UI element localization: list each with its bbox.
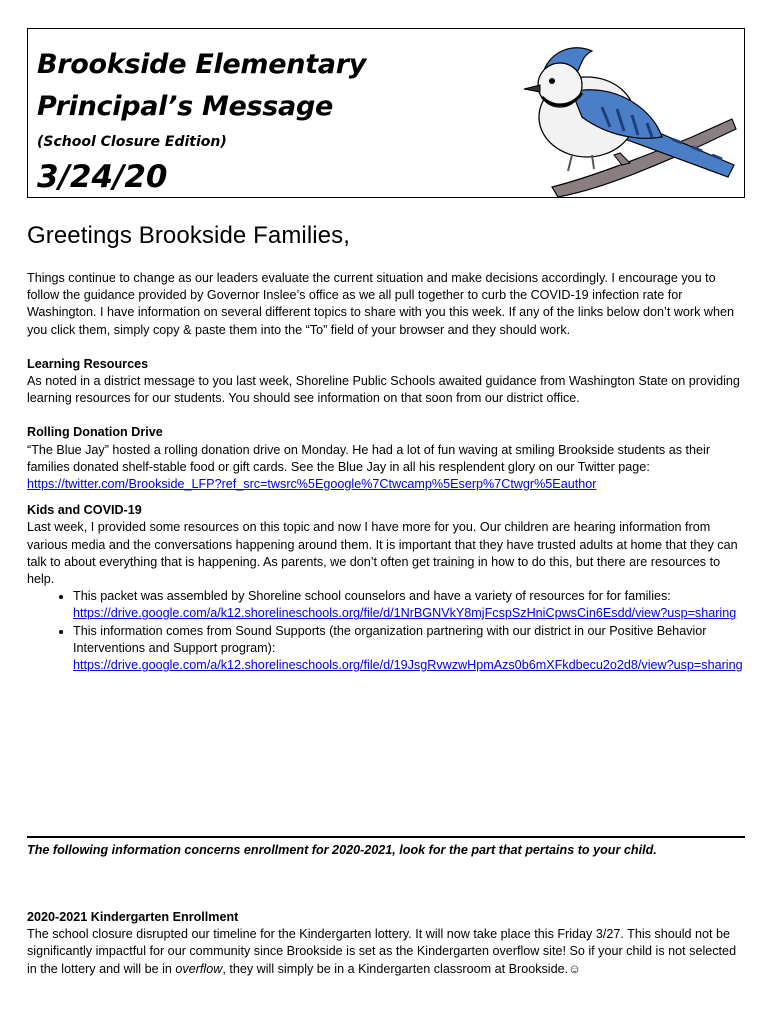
kindergarten-heading: 2020-2021 Kindergarten Enrollment <box>27 910 239 924</box>
donation-drive-heading: Rolling Donation Drive <box>27 425 163 440</box>
kids-covid-body: Last week, I provided some resources on this topic and now I have more for you. Our children are hearing information from various media and the conversations happening around them. It is important that they have trusted adults at home that they can talk to about everything that is happening. As parents, we don’t often get training in how to do this, but there are resources to help. <box>27 520 738 587</box>
blue-jay-illustration <box>502 37 742 197</box>
date: 3/24/20 <box>37 159 168 195</box>
jay-eye <box>549 78 555 84</box>
title-line-2: Principal’s Message <box>37 91 334 122</box>
list-item <box>73 623 743 675</box>
branch-twig <box>614 153 630 165</box>
kindergarten-body-italic: overflow <box>175 961 223 976</box>
kids-covid-heading: Kids and COVID-19 <box>27 503 142 518</box>
sound-supports-text: This information comes from Sound Supports (the organization partnering with our district in our Positive Behavior Interventions and Support program): <box>73 623 707 655</box>
kindergarten-body-part1: The school closure disrupted our timeline for the Kindergarten lottery. It will now take place this Friday 3/27. This should not be significantly impactful for our community since Brookside is set as the Kindergarten overflow site! So if your child is not selected in the lottery and will be in <box>27 927 737 976</box>
header-box <box>27 28 745 198</box>
learning-resources-heading: Learning Resources <box>27 356 149 371</box>
main-content <box>27 270 743 674</box>
sound-supports-link[interactable]: https://drive.google.com/a/k12.shorelineschools.org/file/d/19JsgRvwzwHpmAzs0b6mXFkdbecu2o2d8/view?usp=sharing <box>73 658 743 673</box>
resource-list <box>27 588 743 674</box>
twitter-link[interactable]: https://twitter.com/Brookside_LFP?ref_src=twsrc%5Egoogle%7Ctwcamp%5Eserp%7Ctwgr%5Eauthor <box>27 477 597 492</box>
jay-beak <box>524 85 540 92</box>
greeting-heading: Greetings Brookside Families, <box>27 222 351 249</box>
enrollment-notice: The following information concerns enrollment for 2020-2021, look for the part that pertains to your child. <box>27 843 657 857</box>
section-divider <box>27 836 745 838</box>
list-item <box>73 588 743 622</box>
kindergarten-body-part2: , they will simply be in a Kindergarten classroom at Brookside.☺ <box>222 961 581 976</box>
counselor-packet-link[interactable]: https://drive.google.com/a/k12.shorelineschools.org/file/d/1NrBGNVkY8mjFcspSzHniCpwsCin6Esdd/view?usp=sharing <box>73 606 737 621</box>
kindergarten-section <box>27 909 743 978</box>
intro-paragraph: Things continue to change as our leaders evaluate the current situation and make decisions accordingly. I encourage you to follow the guidance provided by Governor Inslee’s office as we all pull together to curb the COVID-19 infection rate for Washington. I have information on several different topics to share with you this week. If any of the links below don’t work when you click them, simply copy & paste them into the “To” field of your browser and they should work. <box>27 271 735 337</box>
title-line-1: Brookside Elementary <box>37 49 367 80</box>
subtitle: (School Closure Edition) <box>37 134 227 150</box>
kindergarten-body <box>27 926 743 978</box>
counselor-packet-text: This packet was assembled by Shoreline school counselors and have a variety of resources for for families: <box>73 589 671 604</box>
learning-resources-body: As noted in a district message to you last week, Shoreline Public Schools awaited guidance from Washington State on providing learning resources for our students. You should see information on that soon from our district office. <box>27 374 740 406</box>
donation-drive-body: “The Blue Jay” hosted a rolling donation drive on Monday. He had a lot of fun waving at smiling Brookside students as their families donated shelf-stable food or gift cards. See the Blue Jay in all his resplendent glory on our Twitter page: <box>27 442 711 474</box>
